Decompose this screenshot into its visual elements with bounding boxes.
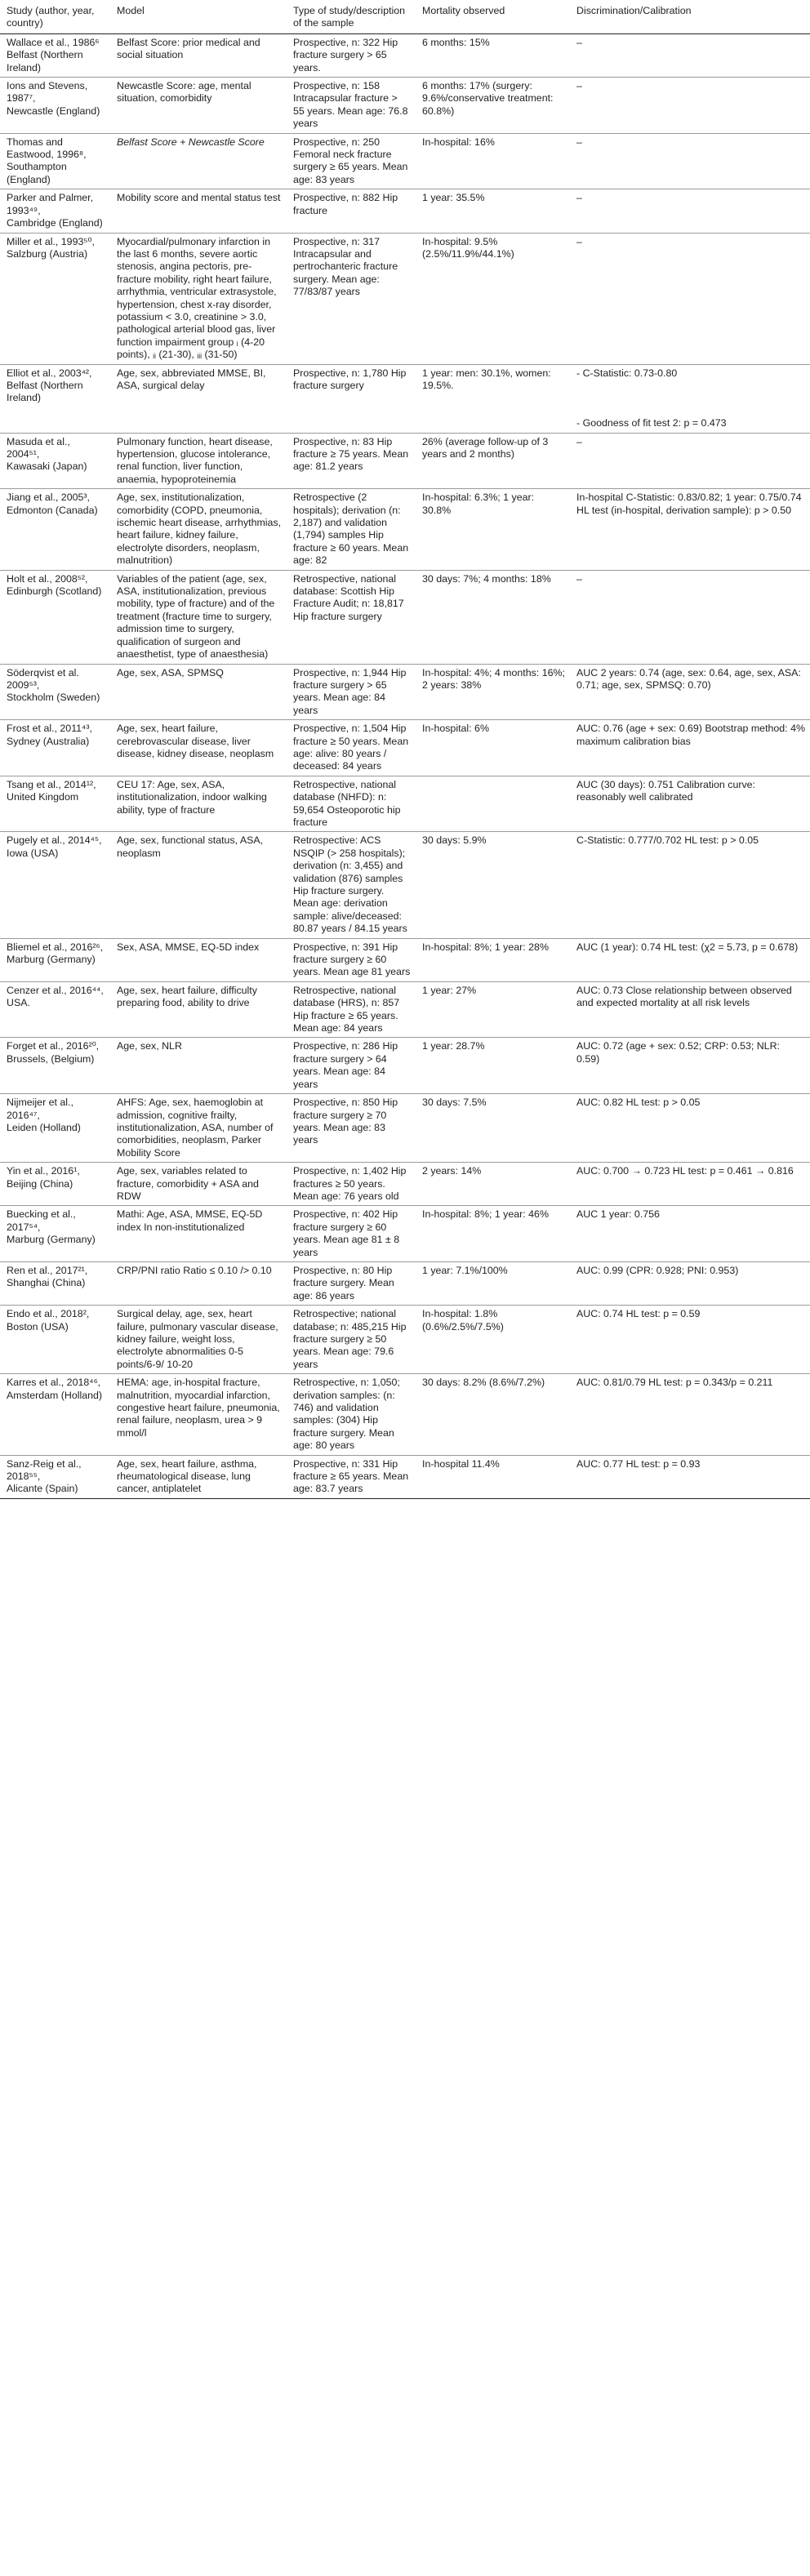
table-row bbox=[0, 433, 810, 489]
cell-type: Prospective, n: 850 Hip fracture surgery ≥ 70 years. Mean age: 83 years bbox=[293, 1097, 398, 1146]
cell-discrimination: AUC: 0.99 (CPR: 0.928; PNI: 0.953) bbox=[576, 1264, 739, 1276]
cell-type: Prospective, n: 83 Hip fracture ≥ 75 years. Mean age: 81.2 years bbox=[293, 435, 409, 473]
cell-type: Retrospective (2 hospitals); derivation (n: 2,187) and validation (1,794) samples Hip fracture ≥ 60 years. Mean age: 82 bbox=[293, 492, 409, 567]
cell-study: Pugely et al., 2014⁴⁵, Iowa (USA) bbox=[7, 834, 102, 859]
cell-type: Prospective, n: 80 Hip fracture surgery. Mean age: 86 years bbox=[293, 1264, 394, 1301]
cell-model: Myocardial/pulmonary infarction in the last 6 months, severe aortic stenosis, angina pectoris, pre-fracture mobility, right heart failure, arrhythmia, ventricular extrasystole, hypertension, chest x-ray disorder, potassium < 3.0, creatinine > 3.0, pathological arterial blood gas, liver function impairment group ᵢ (4-20 points), ᵢᵢ (21-30), ᵢᵢᵢ (31-50) bbox=[117, 235, 277, 361]
table-row bbox=[0, 489, 810, 570]
cell-study: Forget et al., 2016²⁰, Brussels, (Belgium) bbox=[7, 1040, 100, 1065]
table-row bbox=[0, 189, 810, 233]
cell-discrimination: AUC (1 year): 0.74 HL test: (χ2 = 5.73, p = 0.678) bbox=[576, 941, 799, 953]
table-row bbox=[0, 1374, 810, 1455]
cell-study: Bliemel et al., 2016²⁶, Marburg (Germany) bbox=[7, 941, 104, 966]
cell-type: Prospective, n: 402 Hip fracture surgery ≥ 60 years. Mean age 81 ± 8 years bbox=[293, 1208, 400, 1258]
cell-model: Age, sex, functional status, ASA, neoplasm bbox=[117, 834, 264, 859]
cell-mortality: 26% (average follow-up of 3 years and 2 months) bbox=[422, 435, 549, 460]
cell-mortality: 1 year: 35.5% bbox=[422, 192, 485, 204]
table-body bbox=[0, 33, 810, 1498]
table-row bbox=[0, 1094, 810, 1163]
cell-mortality: In-hospital: 8%; 1 year: 28% bbox=[422, 941, 549, 953]
cell-study: Masuda et al., 2004⁵¹, Kawasaki (Japan) bbox=[7, 435, 87, 473]
cell-discrimination: – bbox=[576, 192, 582, 204]
cell-type: Prospective, n: 286 Hip fracture surgery > 64 years. Mean age: 84 years bbox=[293, 1040, 398, 1090]
table-header bbox=[0, 0, 810, 33]
cell-type: Prospective, n: 250 Femoral neck fracture surgery ≥ 65 years. Mean age: 83 years bbox=[293, 136, 408, 185]
cell-study: Nijmeijer et al., 2016⁴⁷, Leiden (Holland) bbox=[7, 1097, 81, 1133]
cell-model: Belfast Score + Newcastle Score bbox=[117, 136, 265, 148]
cell-mortality: In-hospital 11.4% bbox=[422, 1457, 500, 1470]
cell-mortality: 1 year: men: 30.1%, women: 19.5%. bbox=[422, 367, 551, 391]
cell-study: Ren et al., 2017²¹, Shanghai (China) bbox=[7, 1264, 88, 1289]
cell-type: Prospective, n: 331 Hip fracture ≥ 65 years. Mean age: 83.7 years bbox=[293, 1457, 409, 1495]
cell-discrimination: AUC: 0.72 (age + sex: 0.52; CRP: 0.53; NLR: 0.59) bbox=[576, 1040, 780, 1065]
header-type: Type of study/description of the sample bbox=[293, 5, 406, 29]
cell-study: Cenzer et al., 2016⁴⁴, USA. bbox=[7, 984, 104, 1009]
table-row bbox=[0, 938, 810, 981]
cell-discrimination: – bbox=[576, 36, 582, 48]
cell-study: Miller et al., 1993⁵⁰, Salzburg (Austria) bbox=[7, 235, 95, 260]
cell-study: Ions and Stevens, 1987⁷, Newcastle (England) bbox=[7, 80, 100, 117]
table-row bbox=[0, 1163, 810, 1206]
cell-study: Elliot et al., 2003⁴², Belfast (Northern Ireland) bbox=[7, 367, 92, 404]
table-row bbox=[0, 364, 810, 433]
table-row bbox=[0, 233, 810, 364]
table-row bbox=[0, 720, 810, 776]
cell-mortality: 1 year: 7.1%/100% bbox=[422, 1264, 508, 1276]
cell-type: Prospective, n: 1,780 Hip fracture surgery bbox=[293, 367, 407, 391]
cell-type: Prospective, n: 1,402 Hip fractures ≥ 50 years. Mean age: 76 years old bbox=[293, 1165, 407, 1202]
cell-discrimination: AUC: 0.82 HL test: p > 0.05 bbox=[576, 1097, 701, 1109]
cell-study: Tsang et al., 2014¹², United Kingdom bbox=[7, 778, 96, 803]
cell-discrimination: – bbox=[576, 435, 582, 447]
cell-mortality: In-hospital: 6.3%; 1 year: 30.8% bbox=[422, 492, 535, 516]
cell-model: HEMA: age, in-hospital fracture, malnutrition, myocardial infarction, congestive heart failure, pneumonia, renal failure, neoplasm, urea > 9 mmol/l bbox=[117, 1377, 280, 1439]
cell-type: Prospective, n: 882 Hip fracture bbox=[293, 192, 398, 216]
table-row bbox=[0, 33, 810, 77]
cell-mortality: 30 days: 5.9% bbox=[422, 834, 487, 847]
table-row bbox=[0, 832, 810, 938]
table-row bbox=[0, 1206, 810, 1262]
cell-model: Age, sex, abbreviated MMSE, BI, ASA, surgical delay bbox=[117, 367, 266, 391]
cell-study: Karres et al., 2018⁴⁶, Amsterdam (Holland) bbox=[7, 1377, 103, 1401]
cell-model: CEU 17: Age, sex, ASA, institutionalization, indoor walking ability, type of fracture bbox=[117, 778, 267, 816]
header-mortality: Mortality observed bbox=[422, 5, 505, 16]
cell-mortality: In-hospital: 8%; 1 year: 46% bbox=[422, 1208, 549, 1221]
cell-model: CRP/PNI ratio Ratio ≤ 0.10 /> 0.10 bbox=[117, 1264, 272, 1276]
cell-model: Variables of the patient (age, sex, ASA, institutionalization, previous mobility, type of fracture) and of the treatment (fracture time to surgery, admission time to surgery, qualification of surgeon and anaesthetist, type of anaesthesia) bbox=[117, 572, 275, 661]
cell-study: Frost et al., 2011⁴³, Sydney (Australia) bbox=[7, 723, 92, 747]
cell-type: Prospective, n: 1,944 Hip fracture surgery > 65 years. Mean age: 84 years bbox=[293, 666, 407, 716]
table-row bbox=[0, 133, 810, 189]
cell-mortality: 30 days: 7%; 4 months: 18% bbox=[422, 572, 551, 585]
cell-discrimination: AUC 2 years: 0.74 (age, sex: 0.64, age, sex, ASA: 0.71; age, sex, SPMSQ: 0.70) bbox=[576, 666, 801, 691]
cell-type: Retrospective, national database: Scottish Hip Fracture Audit; n: 18,817 Hip fracture surgery bbox=[293, 572, 404, 622]
cell-study: Wallace et al., 1986⁶ Belfast (Northern Ireland) bbox=[7, 36, 100, 73]
cell-type: Prospective, n: 322 Hip fracture surgery > 65 years. bbox=[293, 36, 398, 73]
cell-type: Retrospective, n: 1,050; derivation samples: (n: 746) and validation samples: (304) Hip fracture surgery. Mean age: 80 years bbox=[293, 1377, 400, 1452]
cell-discrimination: C-Statistic: 0.777/0.702 HL test: p > 0.05 bbox=[576, 834, 759, 847]
cell-study: Endo et al., 2018², Boston (USA) bbox=[7, 1308, 90, 1332]
cell-model: Mobility score and mental status test bbox=[117, 192, 281, 204]
cell-discrimination: – bbox=[576, 572, 582, 585]
cell-model: Age, sex, heart failure, asthma, rheumatological disease, lung cancer, antiplatelet bbox=[117, 1457, 257, 1495]
table-row bbox=[0, 1261, 810, 1305]
cell-discrimination: AUC: 0.76 (age + sex: 0.69) Bootstrap method: 4% maximum calibration bias bbox=[576, 723, 805, 747]
cell-type: Prospective, n: 1,504 Hip fracture ≥ 50 years. Mean age: alive: 80 years / deceased: 84 years bbox=[293, 723, 409, 772]
cell-mortality: 30 days: 7.5% bbox=[422, 1097, 487, 1109]
cell-discrimination: AUC: 0.81/0.79 HL test: p = 0.343/p = 0.211 bbox=[576, 1377, 773, 1389]
cell-mortality: 6 months: 15% bbox=[422, 36, 490, 48]
cell-discrimination: – bbox=[576, 235, 582, 247]
cell-discrimination: AUC: 0.74 HL test: p = 0.59 bbox=[576, 1308, 701, 1320]
cell-model: Sex, ASA, MMSE, EQ-5D index bbox=[117, 941, 260, 953]
table-row bbox=[0, 1038, 810, 1094]
table-row bbox=[0, 1306, 810, 1374]
cell-model: Surgical delay, age, sex, heart failure, pulmonary vascular disease, kidney failure, weight loss, electrolyte abnormalities 0-5 points/6-9/ 10-20 bbox=[117, 1308, 278, 1370]
cell-model: AHFS: Age, sex, haemoglobin at admission, cognitive frailty, institutionalization, ASA, number of comorbidities, neoplasm, Parker Mobility Score bbox=[117, 1097, 274, 1159]
cell-model: Age, sex, institutionalization, comorbidity (COPD, pneumonia, ischemic heart disease, arrhythmias, heart failure, kidney failure, electrolyte disorders, neoplasm, malnutrition) bbox=[117, 492, 282, 567]
cell-mortality: 1 year: 28.7% bbox=[422, 1040, 485, 1052]
cell-mortality: 1 year: 27% bbox=[422, 984, 477, 996]
cell-type: Retrospective; national database; n: 485,215 Hip fracture surgery ≥ 50 years. Mean age: 79.6 years bbox=[293, 1308, 407, 1370]
cell-study: Söderqvist et al. 2009⁵³, Stockholm (Sweden) bbox=[7, 666, 100, 704]
cell-model: Age, sex, ASA, SPMSQ bbox=[117, 666, 224, 678]
header-discrimination: Discrimination/Calibration bbox=[576, 5, 692, 16]
cell-model: Mathi: Age, ASA, MMSE, EQ-5D index In non-institutionalized bbox=[117, 1208, 263, 1233]
cell-discrimination: AUC: 0.73 Close relationship between observed and expected mortality at all risk levels bbox=[576, 984, 792, 1009]
header-model: Model bbox=[117, 5, 145, 16]
cell-mortality: In-hospital: 1.8% (0.6%/2.5%/7.5%) bbox=[422, 1308, 504, 1332]
cell-study: Yin et al., 2016¹, Beijing (China) bbox=[7, 1165, 80, 1190]
cell-discrimination: AUC 1 year: 0.756 bbox=[576, 1208, 660, 1221]
table-row bbox=[0, 664, 810, 720]
cell-type: Retrospective: ACS NSQIP (> 258 hospitals); derivation (n: 3,455) and validation (876) samples Hip fracture surgery. Mean age: derivation sample: alive/deceased: 80.87 years / 84.15 years bbox=[293, 834, 407, 935]
cell-model: Belfast Score: prior medical and social situation bbox=[117, 36, 260, 61]
cell-mortality: In-hospital: 4%; 4 months: 16%; 2 years: 38% bbox=[422, 666, 565, 691]
header-row bbox=[0, 0, 810, 33]
cell-study: Holt et al., 2008⁵², Edinburgh (Scotland) bbox=[7, 572, 102, 598]
cell-study: Thomas and Eastwood, 1996⁸, Southampton (England) bbox=[7, 136, 87, 185]
cell-type: Retrospective, national database (HRS), n: 857 Hip fracture ≥ 65 years. Mean age: 84 years bbox=[293, 984, 400, 1034]
cell-mortality: In-hospital: 16% bbox=[422, 136, 495, 148]
cell-mortality: In-hospital: 9.5% (2.5%/11.9%/44.1%) bbox=[422, 235, 514, 260]
header-study: Study (author, year, country) bbox=[7, 5, 95, 29]
table-row bbox=[0, 776, 810, 832]
cell-discrimination: In-hospital C-Statistic: 0.83/0.82; 1 year: 0.75/0.74 HL test (in-hospital, derivation sample): p > 0.50 bbox=[576, 492, 802, 516]
cell-model: Newcastle Score: age, mental situation, comorbidity bbox=[117, 80, 251, 105]
cell-model: Age, sex, heart failure, difficulty preparing food, ability to drive bbox=[117, 984, 257, 1009]
cell-discrimination: AUC (30 days): 0.751 Calibration curve: reasonably well calibrated bbox=[576, 778, 756, 803]
cell-study: Parker and Palmer, 1993⁴⁹, Cambridge (England) bbox=[7, 192, 103, 229]
cell-study: Buecking et al., 2017⁵⁴, Marburg (Germany) bbox=[7, 1208, 96, 1246]
table-row bbox=[0, 78, 810, 134]
cell-model: Age, sex, heart failure, cerebrovascular disease, liver disease, kidney disease, neoplasm bbox=[117, 723, 274, 759]
cell-mortality: In-hospital: 6% bbox=[422, 723, 489, 735]
table-row bbox=[0, 570, 810, 664]
cell-mortality bbox=[416, 776, 570, 832]
cell-type: Prospective, n: 391 Hip fracture surgery ≥ 60 years. Mean age 81 years bbox=[293, 941, 411, 978]
cell-discrimination: – bbox=[576, 136, 582, 148]
cell-mortality: 2 years: 14% bbox=[422, 1165, 482, 1177]
table-row bbox=[0, 981, 810, 1038]
cell-mortality: 6 months: 17% (surgery: 9.6%/conservative treatment: 60.8%) bbox=[422, 80, 554, 117]
cell-study: Sanz-Reig et al., 2018⁵⁵, Alicante (Spain) bbox=[7, 1457, 82, 1495]
cell-discrimination: – bbox=[576, 80, 582, 92]
cell-model: Age, sex, variables related to fracture, comorbidity + ASA and RDW bbox=[117, 1165, 259, 1202]
cell-study: Jiang et al., 2005³, Edmonton (Canada) bbox=[7, 492, 98, 516]
cell-model: Age, sex, NLR bbox=[117, 1040, 182, 1052]
cell-discrimination: AUC: 0.700 → 0.723 HL test: p = 0.461 → 0.816 bbox=[576, 1165, 794, 1177]
cell-type: Prospective, n: 158 Intracapsular fracture > 55 years. Mean age: 76.8 years bbox=[293, 80, 408, 130]
cell-model: Pulmonary function, heart disease, hypertension, glucose intolerance, renal function, liver function, anaemia, hypoproteinemia bbox=[117, 435, 273, 485]
cell-discrimination: AUC: 0.77 HL test: p = 0.93 bbox=[576, 1457, 701, 1470]
table-row bbox=[0, 1455, 810, 1498]
cell-discrimination: - C-Statistic: 0.73-0.80 - Goodness of fit test 2: p = 0.473 bbox=[576, 367, 727, 429]
cell-type: Prospective, n: 317 Intracapsular and pertrochanteric fracture surgery. Mean age: 77/83/87 years bbox=[293, 235, 398, 298]
cell-mortality: 30 days: 8.2% (8.6%/7.2%) bbox=[422, 1377, 545, 1389]
cell-type: Retrospective, national database (NHFD): n: 59,654 Osteoporotic hip fracture bbox=[293, 778, 401, 828]
